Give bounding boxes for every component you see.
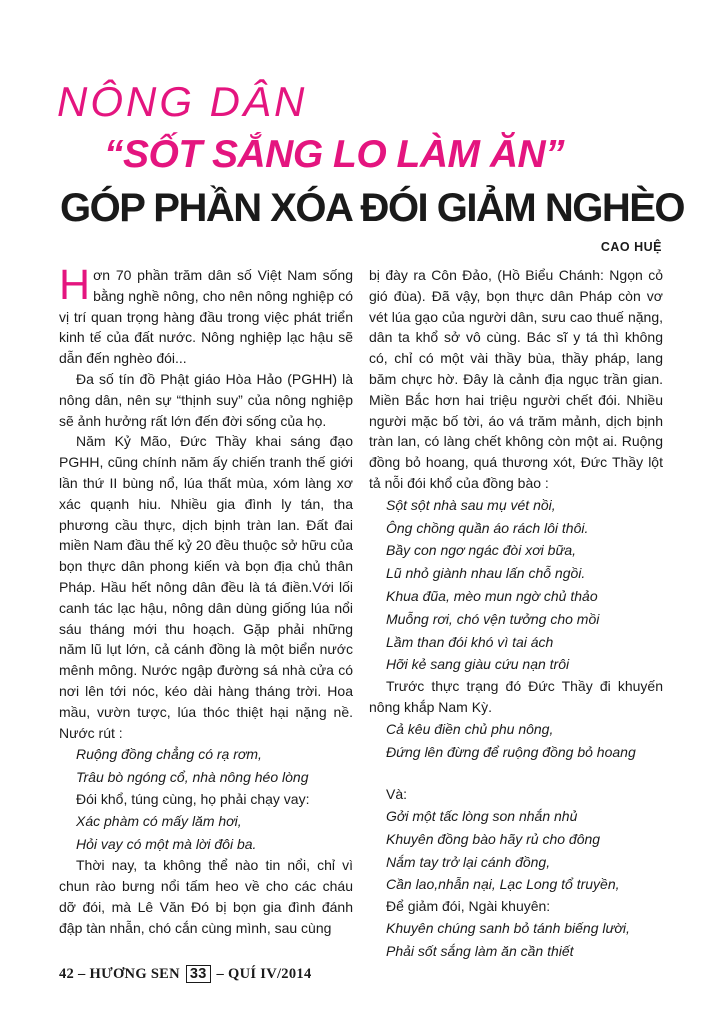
blank-line [369, 763, 663, 784]
verse-line: Hỡi kẻ sang giàu cứu nạn trôi [386, 656, 570, 673]
verse-line: Nắm tay trở lại cánh đồng, [386, 853, 551, 870]
title-line-1: NÔNG DÂN [57, 78, 308, 125]
paragraph [59, 261, 353, 369]
verse-line: Lầm than đói khó vì tai ách [386, 633, 554, 650]
paragraph: Để giảm đói, Ngài khuyên: [386, 898, 551, 915]
verse-line: Sột sột nhà sau mụ vét nồi, [386, 496, 556, 513]
verse-line: Xác phàm có mấy lăm hơi, [76, 812, 242, 829]
verse-line: Muỗng rơi, chó vện tưởng cho mồi [386, 610, 600, 627]
paragraph: Đói khổ, túng cùng, họ phải chạy vay: [76, 790, 310, 807]
verse-line: Lũ nhỏ giành nhau lấn chỗ ngồi. [386, 565, 586, 582]
verse-line: Ruộng đồng chẳng có rạ rơm, [76, 746, 262, 763]
title-line-2: “SỐT SẮNG LO LÀM ĂN” [104, 133, 565, 176]
verse-line: Bầy con ngơ ngác đòi xơi bữa, [386, 542, 577, 559]
left-column [59, 261, 353, 939]
verse-line: Trâu bò ngóng cổ, nhà nông héo lòng [76, 769, 309, 786]
verse-line: Phải sốt sắng làm ăn cần thiết [386, 942, 574, 959]
paragraph: Và: [386, 786, 408, 803]
verse-line: Khuyên chúng sanh bỏ tánh biếng lười, [386, 919, 630, 936]
paragraph-text: ơn 70 phần trăm dân số Việt Nam sống bằng nghề nông, cho nên nông nghiệp có vị trí quan trọng hàng đầu trong việc phát triển kinh tế của đất nước. Nông nghiệp lạc hậu sẽ dẫn đến nghèo đói... [59, 267, 353, 367]
page-number: 42 [59, 966, 75, 982]
magazine-name: HƯƠNG SEN [89, 966, 180, 982]
verse-line: Khua đũa, mèo mun ngờ chủ thảo [386, 587, 598, 604]
paragraph: Năm Kỷ Mão, Đức Thầy khai sáng đạo PGHH, cũng chính năm ấy chiến tranh thế giới lần thứ II bùng nổ, lúa thất mùa, xóm làng xơ xác quạnh hiu. Nhiều gia đình ly tán, tha phương cầu thực, dịch bịnh tràn lan. Đất đai miền Nam đầu thế kỷ 20 đều thuộc sở hữu của bọn thực dân phong kiến và bọn địa chủ thân Pháp. Hầu hết nông dân đều là tá điền.Với lối canh tác lạc hậu, nông dân dùng giống lúa nổi sáu tháng mới thu hoạch. Gặp phải những năm lũ lụt lớn, cả cánh đồng là một biển nước mênh mông. Nước ngập đường sá nhà cửa có nơi lên tới nóc, kéo dài hàng tháng trời. Hoa mầu, vườn tược, lúa thóc thiệt hại nặng nề. Nước rút : [59, 433, 353, 741]
drop-cap: H [59, 261, 91, 309]
verse-line: Khuyên đồng bào hãy rủ cho đông [386, 830, 601, 847]
paragraph: Trước thực trạng đó Đức Thầy đi khuyến nông khắp Nam Kỳ. [369, 678, 663, 715]
verse-line: Hỏi vay có một mà lời đôi ba. [76, 835, 257, 852]
author-byline: CAO HUỆ [600, 240, 662, 254]
issue-period: QUÍ IV/2014 [228, 966, 312, 982]
footer-separator: – [216, 966, 225, 982]
title-line-3: GÓP PHẦN XÓA ĐÓI GIẢM NGHÈO [60, 186, 685, 230]
page-footer [59, 965, 312, 983]
footer-separator: – [78, 966, 86, 982]
verse-line: Đứng lên đừng để ruộng đồng bỏ hoang [386, 743, 636, 760]
right-column [369, 265, 663, 963]
paragraph: Thời nay, ta không thể nào tin nổi, chỉ vì chun rào bưng nổi tấm heo về cho các cháu dỡ đói, mà Lê Văn Đó bị bọn gia đình đánh đập tàn nhẫn, chó cắn cùng mình, sau cùng [59, 857, 353, 936]
paragraph: bị đày ra Côn Đảo, (Hồ Biểu Chánh: Ngọn cỏ gió đùa). Đã vậy, bọn thực dân Pháp còn vơ vét lúa gạo của người dân, sưu cao thuế nặng, dân ta khổ sở vô cùng. Bác sĩ y tá thì không có, chỉ có một vài thầy bùa, thầy pháp, lang băm chực hờ. Đây là cảnh địa ngục trần gian. Miền Bắc hơn hai triệu người chết đói. Nhiều người mặc bố tời, áo vá trăm mảnh, dịch bịnh tràn lan, có làng chết không còn một ai. Ruộng đồng bỏ hoang, quá thương xót, Đức Thầy lột tả nỗi đói khổ của đồng bào : [369, 267, 663, 491]
verse-line: Cần lao,nhẫn nại, Lạc Long tổ truyền, [386, 876, 620, 893]
verse-line: Gởi một tấc lòng son nhắn nhủ [386, 807, 578, 824]
verse-line: Ông chồng quần áo rách lôi thôi. [386, 519, 589, 536]
paragraph: Đa số tín đồ Phật giáo Hòa Hảo (PGHH) là nông dân, nên sự “thịnh suy” của nông nghiệp sẽ ảnh hưởng rất lớn đến đời sống của họ. [59, 370, 353, 429]
verse-line: Cả kêu điền chủ phu nông, [386, 720, 554, 737]
issue-number: 33 [186, 965, 211, 983]
